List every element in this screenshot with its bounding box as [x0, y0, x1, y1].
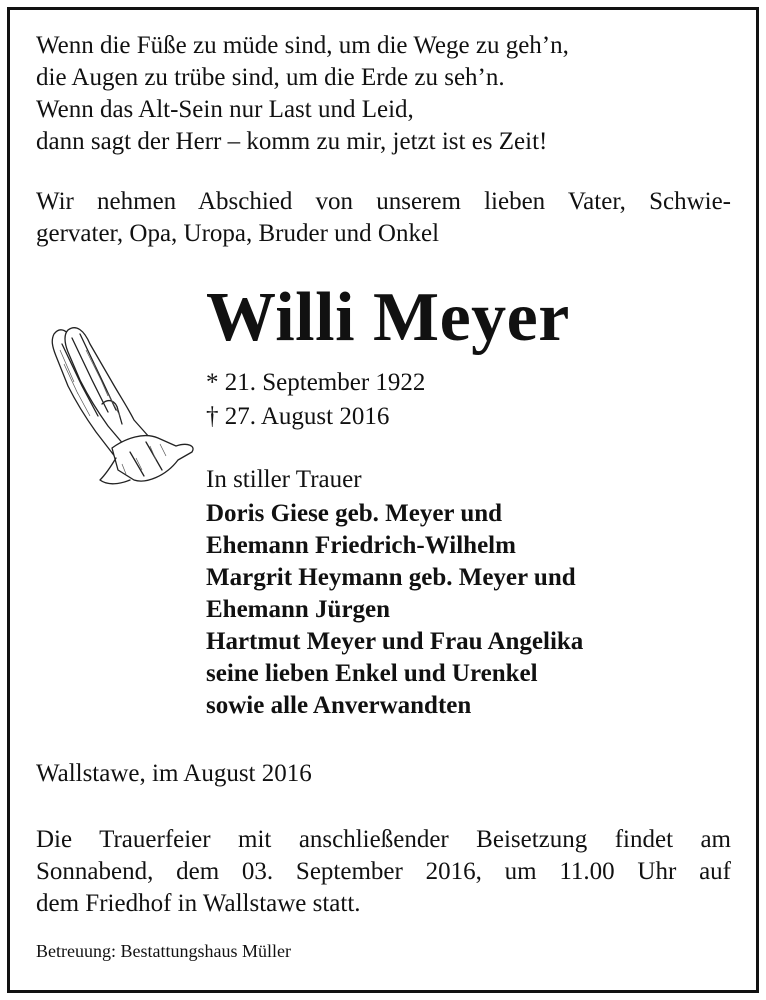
poem-line: dann sagt der Herr – komm zu mir, jetzt ist es Zeit!	[36, 128, 548, 155]
poem-line: die Augen zu trübe sind, um die Erde zu seh’n.	[36, 64, 505, 91]
funeral-home-note: Betreuung: Bestattungshaus Müller	[36, 941, 291, 961]
farewell-intro	[36, 186, 731, 250]
death-date: † 27. August 2016	[206, 403, 390, 430]
intro-line: gervater, Opa, Uropa, Bruder und Onkel	[36, 220, 440, 247]
mourner-line: Ehemann Jürgen	[206, 596, 391, 623]
funeral-line: Die Trauerfeier mit anschließender Beisetzung findet am	[36, 826, 731, 853]
place-date-line: Wallstawe, im August 2016	[36, 760, 312, 787]
funeral-notice	[36, 824, 731, 920]
intro-line: Wir nehmen Abschied von unserem lieben Vater, Schwie-	[36, 188, 731, 215]
mourner-line: sowie alle Anverwandten	[206, 692, 472, 719]
mourner-line: Doris Giese geb. Meyer und	[206, 500, 503, 527]
mourner-line: seine lieben Enkel und Urenkel	[206, 660, 538, 687]
poem-line: Wenn das Alt-Sein nur Last und Leid,	[36, 96, 414, 123]
mourning-heading: In stiller Trauer	[206, 466, 362, 493]
life-dates	[206, 366, 425, 434]
poem-line: Wenn die Füße zu müde sind, um die Wege zu geh’n,	[36, 32, 569, 59]
funeral-line: dem Friedhof in Wallstawe statt.	[36, 890, 361, 917]
praying-hands-icon	[46, 320, 196, 500]
mourner-line: Margrit Heymann geb. Meyer und	[206, 564, 576, 591]
obituary-notice	[7, 7, 759, 993]
birth-date: * 21. September 1922	[206, 369, 426, 396]
funeral-line: Sonnabend, dem 03. September 2016, um 11.00 Uhr auf	[36, 858, 731, 885]
mourner-line: Ehemann Friedrich-Wilhelm	[206, 532, 516, 559]
place-date	[36, 758, 731, 790]
deceased-name: Willi Meyer	[206, 279, 570, 356]
mourners-list	[206, 498, 583, 722]
poem-verse	[36, 30, 731, 158]
mourner-line: Hartmut Meyer und Frau Angelika	[206, 628, 584, 655]
